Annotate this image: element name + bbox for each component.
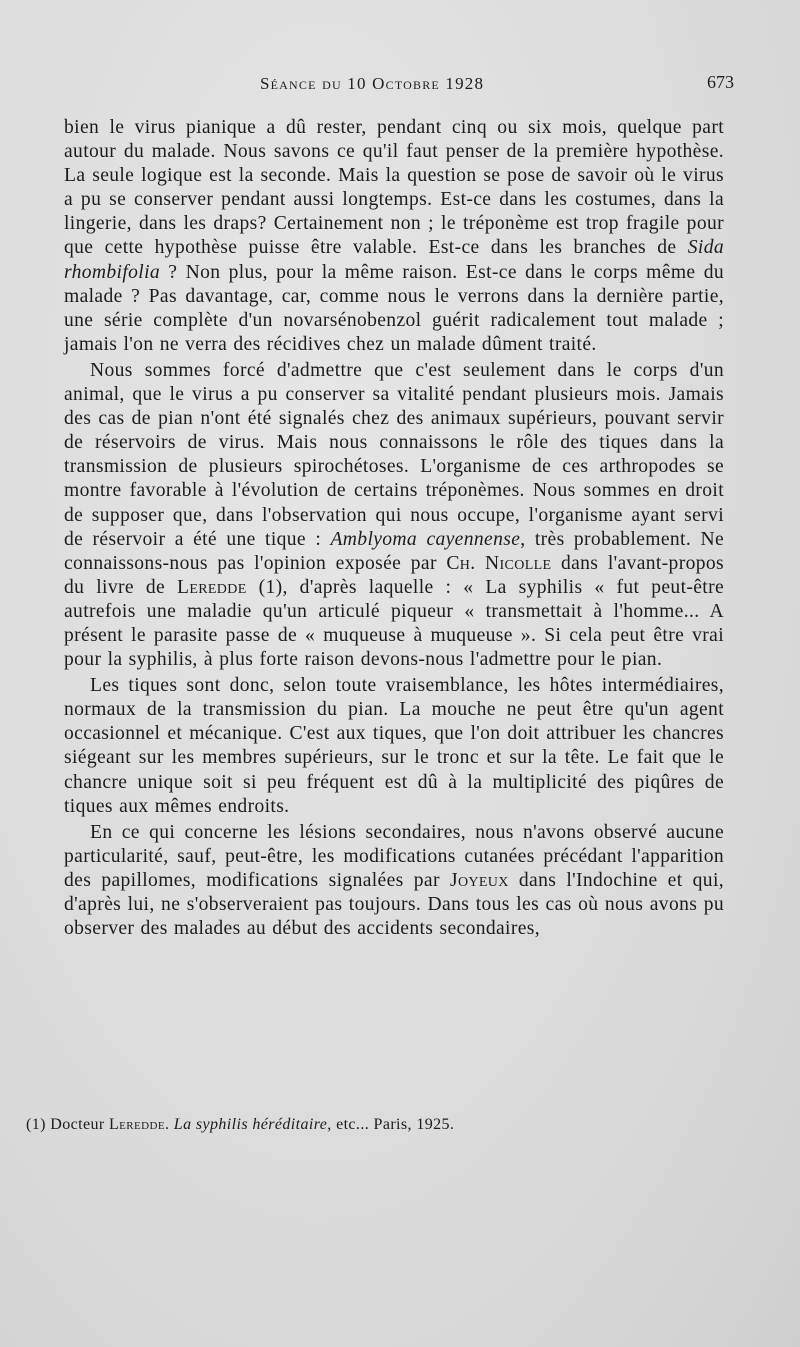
italic-text: Amblyoma cayennense [330,528,521,550]
text-run: (1), d'après laquelle : « La syphilis « fut peut-être autrefois une maladie qu'un articulé piqueur « transmettait à l'homme... A présent le parasite passe de « muqueuse à muqueuse ». Si cela peut être vrai pour la syphilis, à plus forte raison devons-nous l'admettre pour le pian. [64,576,725,671]
small-caps-name: Leredde [109,1116,165,1133]
text-run: En ce qui concerne les lésions secondaires, nous n'avons observé aucune particularité, sauf, peut-être, les modifications cutanées précédant l'apparition des papillomes, modifications signalées par [64,821,724,891]
italic-text: Sida rhombifolia [64,237,724,283]
page-header [64,62,734,102]
text-run: , etc... Paris, 1925. [327,1116,455,1133]
paragraph-1 [64,116,724,357]
running-head: Séance du 10 Octobre 1928 [260,74,485,93]
small-caps-name: Leredde [177,576,247,598]
page-number: 673 [707,72,734,92]
text-run: dans l'avant-propos du livre de [64,552,724,598]
text-run: (1) Docteur [26,1116,109,1133]
text-run: . [164,1116,174,1133]
body-text [64,116,724,941]
footnote [26,1116,454,1134]
text-run: dans l'Indochine et qui, d'après lui, ne s'observeraient pas toujours. Dans tous les cas où nous avons pu observer des malades au début des accidents secondaires, [64,869,724,940]
small-caps-name: Ch. Nicolle [446,552,552,574]
italic-text: La syphilis héréditaire [173,1116,328,1133]
paragraph-3 [64,674,724,819]
book-page [64,62,734,941]
text-run: ? Non plus, pour la même raison. Est-ce dans le corps même du malade ? Pas davantage, car, comme nous le verrons dans la dernière partie, une série complète d'un novarsénobenzol guérit radicalement tout malade ; jamais l'on ne verra des récidives chez un malade dûment traité. [64,261,724,355]
paragraph-4 [64,821,724,941]
text-run: Nous sommes forcé d'admettre que c'est seulement dans le corps d'un animal, que le virus a pu conserver sa vitalité pendant plusieurs mois. Jamais des cas de pian n'ont été signalés chez des animaux supérieurs, pouvant servir de réservoirs de virus. Mais nous connaissons le rôle des tiques dans la transmission de plusieurs spirochétoses. L'organisme de ces arthropodes se montre favorable à l'évolution de certains tréponèmes. Nous sommes en droit de supposer que, dans l'observation qui nous occupe, l'organisme ayant servi de réservoir a été une tique : [64,359,724,550]
text-run: , très probablement. Ne connaissons-nous pas l'opinion exposée par [64,528,724,574]
text-run: bien le virus pianique a dû rester, pendant cinq ou six mois, quelque part autour du malade. Nous savons ce qu'il faut penser de la première hypothèse. La seule logique est la seconde. Mais la question se pose de savoir où le virus a pu se conserver pendant aussi longtemps. Est-ce dans les costumes, dans la lingerie, dans les draps? Certainement non ; le tréponème est trop fragile pour que cette hypothèse puisse être valable. Est-ce dans les branches de [64,117,724,259]
small-caps-name: Joyeux [450,869,509,891]
paragraph-2 [64,359,724,672]
text-run: Les tiques sont donc, selon toute vraisemblance, les hôtes intermédiaires, normaux de la transmission du pian. La mouche ne peut être qu'un agent occasionnel et mécanique. C'est aux tiques, que l'on doit attribuer les chancres siégeant sur les membres supérieurs, sur le tronc et sur la tête. Le fait que le chancre unique soit si peu fréquent est dû à la multiplicité des piqûres de tiques aux mêmes endroits. [64,675,724,817]
